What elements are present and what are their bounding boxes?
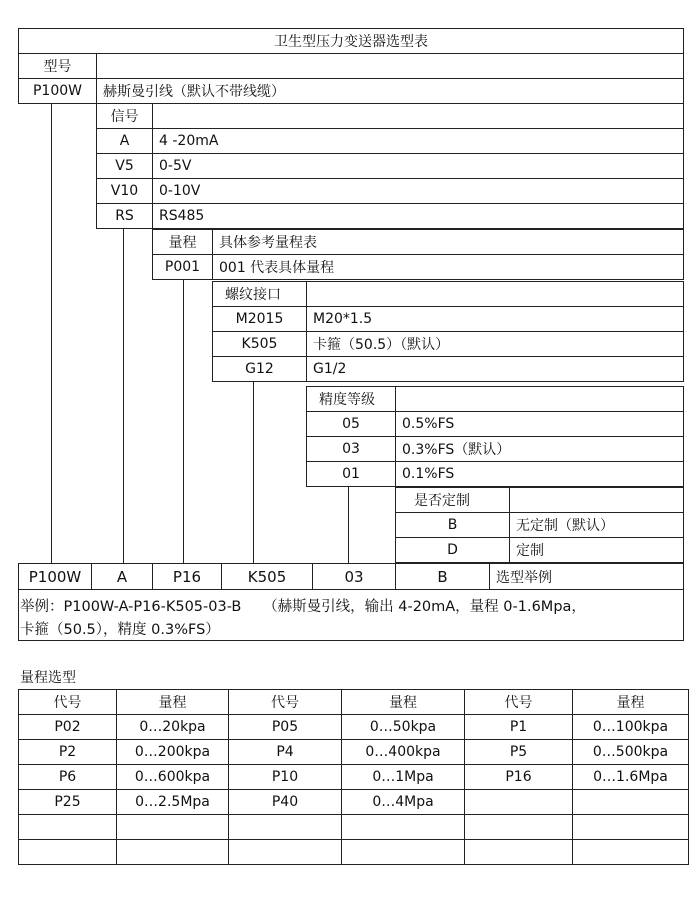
signal-header: 信号 — [96, 103, 153, 129]
accuracy-desc: 0.5%FS — [395, 411, 684, 437]
model-header-blank — [96, 53, 684, 79]
signal-code: A — [96, 128, 153, 154]
range-table-cell: P1 — [464, 714, 573, 740]
range-desc: 001 代表具体量程 — [212, 254, 684, 280]
custom-desc: 定制 — [509, 537, 684, 563]
thread-desc: 卡箍（50.5）（默认） — [306, 331, 684, 357]
signal-desc: 0-5V — [152, 153, 684, 179]
range-table-cell: P6 — [18, 764, 117, 790]
range-table-cell: P40 — [228, 789, 342, 815]
custom-desc: 无定制（默认） — [509, 512, 684, 538]
range-table-cell — [18, 839, 117, 865]
range-table-cell — [464, 814, 573, 840]
thread-code: K505 — [212, 331, 307, 357]
thread-desc: M20*1.5 — [306, 306, 684, 332]
model-header: 型号 — [18, 53, 97, 79]
range-table-cell: P16 — [464, 764, 573, 790]
selection-label: 选型举例 — [489, 563, 684, 590]
range-table-cell — [18, 814, 117, 840]
connector-line — [183, 279, 184, 564]
range-table-cell — [341, 814, 465, 840]
connector-line — [348, 486, 349, 564]
example-line-2: 卡箍（50.5），精度 0.3%FS） — [20, 622, 220, 638]
example-line-1: 举例：P100W-A-P16-K505-03-B （赫斯曼引线，输出 4-20mA，量程 0-1.6Mpa， — [20, 599, 586, 615]
thread-code: G12 — [212, 356, 307, 382]
connector-line — [51, 103, 52, 564]
model-code: P100W — [18, 78, 97, 104]
range-table-cell — [464, 839, 573, 865]
range-table-cell — [572, 814, 689, 840]
thread-desc: G1/2 — [306, 356, 684, 382]
selection-cell: A — [91, 563, 153, 590]
range-header-desc: 具体参考量程表 — [212, 229, 684, 255]
range-table-cell: 0…600kpa — [116, 764, 229, 790]
range-table-cell: 0…1.6Mpa — [572, 764, 689, 790]
accuracy-header: 精度等级 — [306, 386, 396, 412]
range-table-header: 代号 — [18, 689, 117, 715]
thread-header-blank — [306, 281, 684, 307]
range-table-cell: P5 — [464, 739, 573, 765]
selection-cell: K505 — [221, 563, 313, 590]
connector-line — [253, 381, 254, 564]
range-table-cell: P05 — [228, 714, 342, 740]
range-table-cell — [572, 789, 689, 815]
custom-header-blank — [509, 487, 684, 513]
signal-desc: 4 -20mA — [152, 128, 684, 154]
selection-cell: 03 — [312, 563, 396, 590]
thread-code: M2015 — [212, 306, 307, 332]
range-table-cell: 0…20kpa — [116, 714, 229, 740]
range-table-cell: 0…4Mpa — [341, 789, 465, 815]
model-desc: 赫斯曼引线（默认不带线缆） — [96, 78, 684, 104]
accuracy-desc: 0.1%FS — [395, 461, 684, 487]
range-table-cell — [228, 839, 342, 865]
range-header: 量程 — [152, 229, 213, 255]
range-table-header: 代号 — [228, 689, 342, 715]
accuracy-code: 01 — [306, 461, 396, 487]
accuracy-code: 03 — [306, 436, 396, 462]
range-table-cell — [116, 814, 229, 840]
range-table-cell: 0…500kpa — [572, 739, 689, 765]
range-table-cell: 0…2.5Mpa — [116, 789, 229, 815]
custom-code: B — [395, 512, 510, 538]
range-table-header: 代号 — [464, 689, 573, 715]
signal-desc: RS485 — [152, 203, 684, 229]
range-table-cell — [116, 839, 229, 865]
signal-code: RS — [96, 203, 153, 229]
signal-code: V5 — [96, 153, 153, 179]
selection-cell: P100W — [18, 563, 92, 590]
signal-code: V10 — [96, 178, 153, 204]
range-table-cell: 0…100kpa — [572, 714, 689, 740]
connector-line — [123, 228, 124, 564]
range-table-header: 量程 — [116, 689, 229, 715]
range-table-cell: 0…200kpa — [116, 739, 229, 765]
range-table-cell — [572, 839, 689, 865]
range-table-header: 量程 — [341, 689, 465, 715]
signal-desc: 0-10V — [152, 178, 684, 204]
accuracy-desc: 0.3%FS（默认） — [395, 436, 684, 462]
range-table-cell: 0…1Mpa — [341, 764, 465, 790]
range-table-cell: 0…400kpa — [341, 739, 465, 765]
range-table-cell — [464, 789, 573, 815]
accuracy-code: 05 — [306, 411, 396, 437]
range-table-cell: P10 — [228, 764, 342, 790]
range-table-caption: 量程选型 — [20, 670, 76, 686]
table-title: 卫生型压力变送器选型表 — [18, 28, 684, 54]
custom-header: 是否定制 — [395, 487, 510, 513]
range-table-header: 量程 — [572, 689, 689, 715]
signal-header-blank — [152, 103, 684, 129]
range-table-cell: P02 — [18, 714, 117, 740]
custom-code: D — [395, 537, 510, 563]
range-table-cell: P25 — [18, 789, 117, 815]
range-table-cell — [228, 814, 342, 840]
range-table-cell — [341, 839, 465, 865]
thread-header: 螺纹接口 — [212, 281, 307, 307]
selection-cell: B — [395, 563, 490, 590]
range-table-cell: P2 — [18, 739, 117, 765]
selection-cell: P16 — [152, 563, 222, 590]
range-table-cell: 0…50kpa — [341, 714, 465, 740]
range-code: P001 — [152, 254, 213, 280]
accuracy-header-blank — [395, 386, 684, 412]
range-table-cell: P4 — [228, 739, 342, 765]
